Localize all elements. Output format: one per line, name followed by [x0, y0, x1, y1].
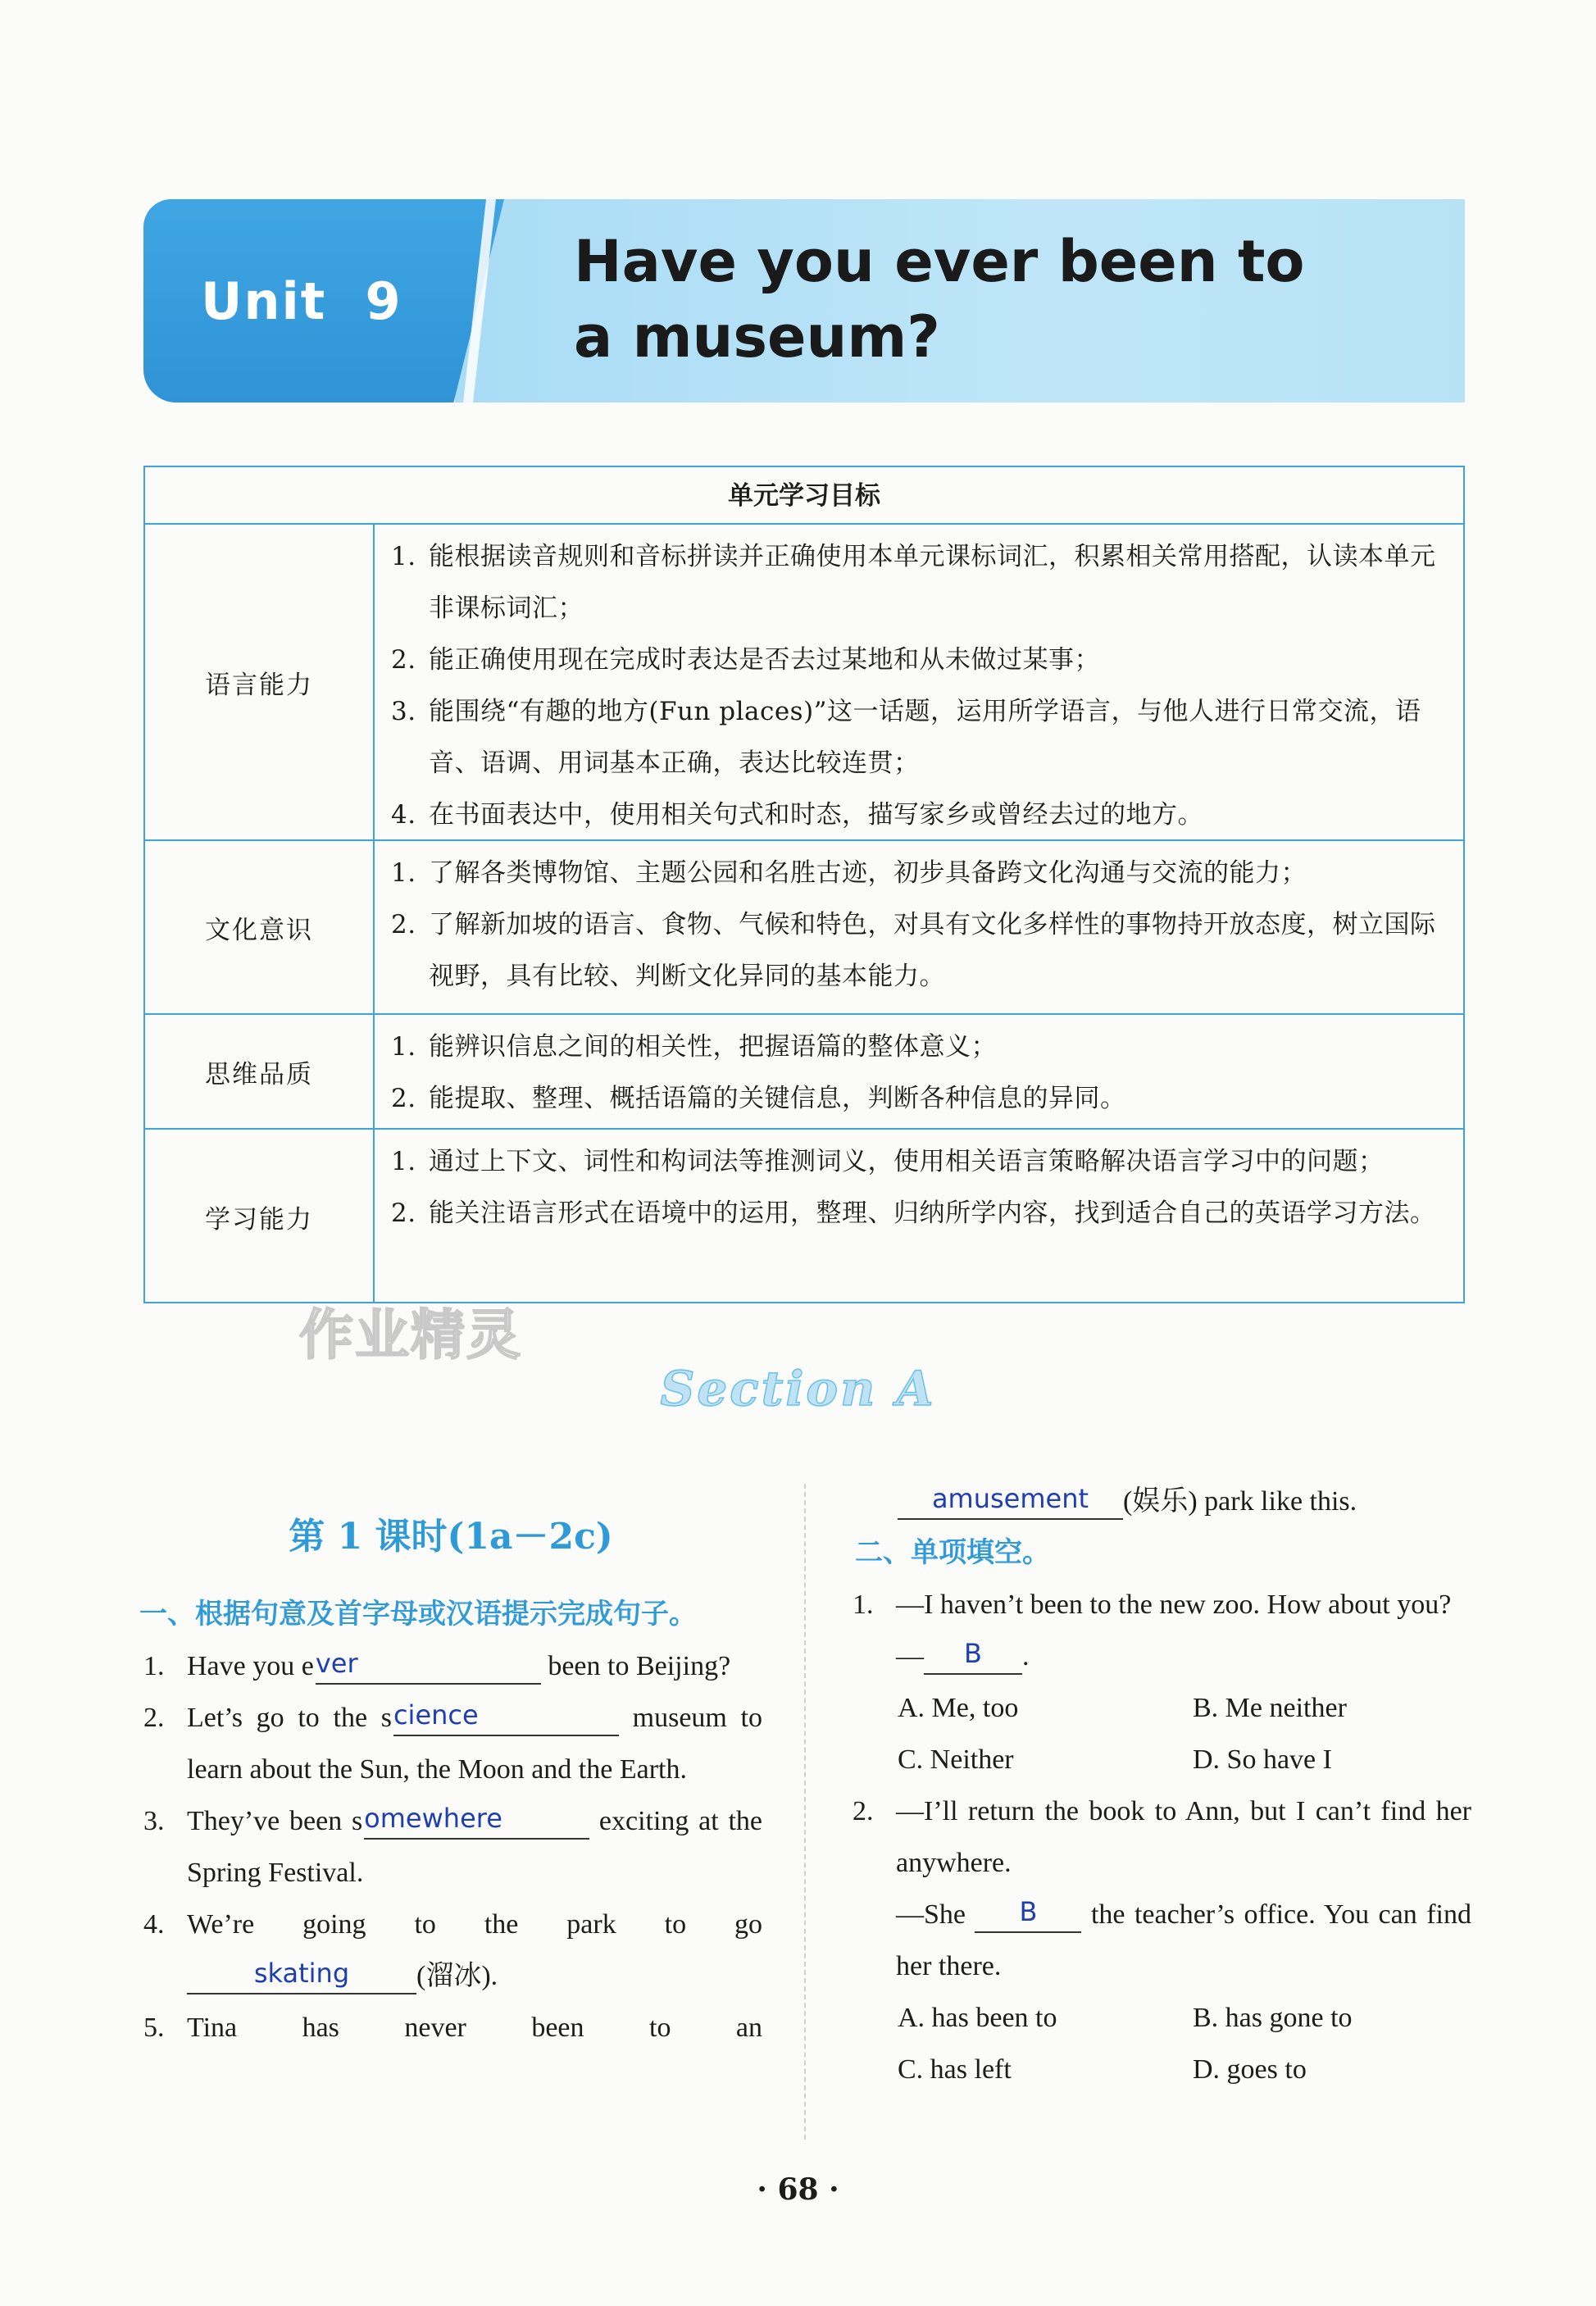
objective-item: 4. 在书面表达中，使用相关句式和时态，描写家乡或曾经去过的地方。 — [391, 800, 1203, 830]
option[interactable]: A. has been to — [898, 2003, 1057, 2033]
objective-row-thinking — [145, 1015, 1463, 1130]
fill-question-2: 2. Let’s go to the science museum to learn about the Sun, the Moon and the Earth. — [143, 1699, 762, 1785]
page-number: · 68 · — [757, 2172, 839, 2207]
objective-row-culture — [145, 841, 1463, 1015]
right-column — [848, 1476, 1471, 2095]
objective-category: 文化意识 — [145, 841, 375, 1013]
answer-blank[interactable]: cience — [393, 1701, 619, 1736]
option[interactable]: B. has gone to — [1193, 2003, 1353, 2033]
objective-item: 1. 了解各类博物馆、主题公园和名胜古迹，初步具备跨文化沟通与交流的能力； — [391, 858, 1307, 888]
answer-blank[interactable]: B — [924, 1640, 1022, 1675]
section-title: Section A — [660, 1361, 936, 1417]
objective-item: 2. 了解新加坡的语言、食物、气候和特色，对具有文化多样性的事物持开放态度，树立国际视野，具有比较、判断文化异同的基本能力。 — [391, 910, 1436, 991]
fill-question-1: 1. Have you ever been to Beijing? — [139, 1640, 762, 1692]
unit-objectives-table — [143, 466, 1465, 1303]
answer-blank[interactable]: amusement — [898, 1485, 1123, 1520]
answer-blank[interactable]: ver — [316, 1649, 541, 1685]
choice-question-2-reply: —She B the teacher’s office. You can find her there. — [896, 1896, 1471, 1981]
unit-title-line-2: a museum? — [574, 303, 940, 371]
column-divider — [804, 1484, 806, 2140]
objective-item: 2. 能关注语言形式在语境中的运用，整理、归纳所学内容，找到适合自己的英语学习方法。 — [391, 1198, 1436, 1228]
unit-title — [574, 224, 1435, 375]
objective-item: 3. 能围绕“有趣的地方(Fun places)”这一话题，运用所学语言，与他人进行日常交流，语音、语调、用词基本正确，表达比较连贯； — [391, 697, 1421, 778]
choice-question-1: 1. —I haven’t been to the new zoo. How about you? — [853, 1590, 1452, 1620]
fill-question-4: 4. We’re going to the park to go — [143, 1909, 762, 1940]
option[interactable]: D. goes to — [1193, 2054, 1307, 2085]
objective-item: 1. 能辨识信息之间的相关性，把握语篇的整体意义； — [391, 1032, 997, 1062]
answer-blank[interactable]: skating — [187, 1959, 416, 1994]
unit-label: Unit 9 — [201, 271, 402, 331]
option[interactable]: B. Me neither — [1193, 1693, 1347, 1723]
fill-question-5: 5. Tina has never been to an — [143, 2013, 762, 2043]
objective-row-language — [145, 525, 1463, 841]
objectives-header: 单元学习目标 — [145, 467, 1463, 525]
option[interactable]: C. has left — [898, 2054, 1012, 2085]
choice-options-1a — [848, 1682, 1471, 1734]
choice-question-2: 2. —I’ll return the book to Ann, but I can’t find her anywhere. — [853, 1796, 1471, 1878]
watermark: 作业精灵 — [299, 1303, 522, 1367]
option[interactable]: C. Neither — [898, 1744, 1014, 1775]
fill-question-4-cont: skating (溜冰). — [139, 1950, 762, 2002]
left-column — [139, 1476, 762, 2054]
objective-category: 语言能力 — [145, 525, 375, 839]
choice-options-2a — [848, 1992, 1471, 2044]
objective-category: 学习能力 — [145, 1130, 375, 1303]
fill-question-5-cont: amusement (娱乐) park like this. — [848, 1476, 1471, 1527]
objective-item: 1. 能根据读音规则和音标拼读并正确使用本单元课标词汇，积累相关常用搭配，认读本单元非课标词汇； — [391, 542, 1436, 623]
objective-item: 1. 通过上下文、词性和构词法等推测词义，使用相关语言策略解决语言学习中的问题； — [391, 1147, 1385, 1176]
choice-options-2b — [848, 2044, 1471, 2095]
choice-question-1-reply: — B . — [848, 1631, 1471, 1682]
option[interactable]: D. So have I — [1193, 1744, 1332, 1775]
objective-item: 2. 能正确使用现在完成时表达是否去过某地和从未做过某事； — [391, 645, 1100, 675]
objective-category: 思维品质 — [145, 1015, 375, 1128]
lesson-title: 第 1 课时(1a－2c) — [289, 1516, 613, 1558]
fill-question-3: 3. They’ve been somewhere exciting at the Spring Festival. — [143, 1803, 762, 1888]
answer-blank[interactable]: B — [975, 1898, 1081, 1933]
objective-row-learning — [145, 1130, 1463, 1303]
part-1-heading: 一、根据句意及首字母或汉语提示完成句子。 — [139, 1598, 697, 1631]
answer-blank[interactable]: omewhere — [364, 1804, 589, 1840]
part-2-heading: 二、单项填空。 — [855, 1536, 1050, 1569]
objective-item: 2. 能提取、整理、概括语篇的关键信息，判断各种信息的异同。 — [391, 1084, 1126, 1113]
unit-title-line-1: Have you ever been to — [574, 228, 1305, 295]
option[interactable]: A. Me, too — [898, 1693, 1019, 1723]
choice-options-1b — [848, 1734, 1471, 1785]
unit-banner — [143, 199, 1465, 403]
